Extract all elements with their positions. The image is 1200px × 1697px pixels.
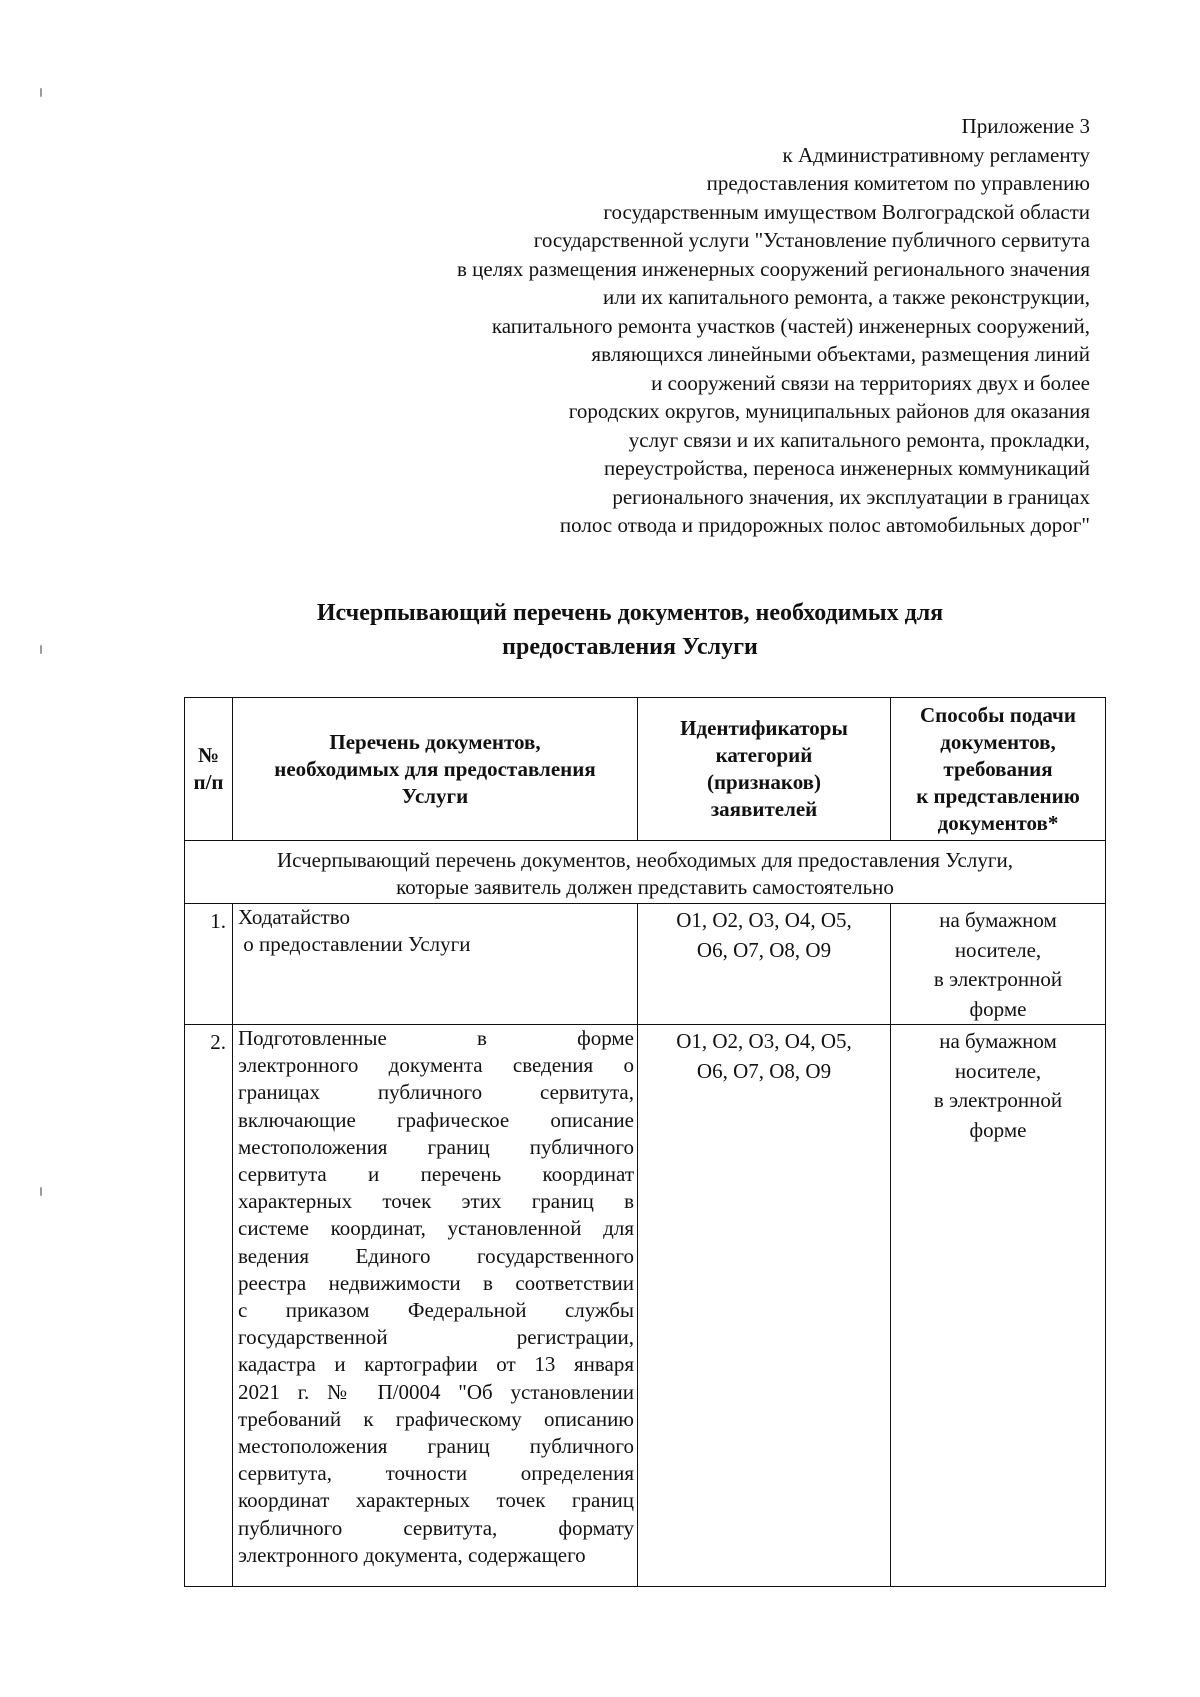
section-row bbox=[185, 841, 1106, 904]
table-row bbox=[185, 904, 1106, 1025]
row-number: 1. bbox=[185, 904, 233, 1025]
appendix-line: предоставления комитетом по управлению bbox=[706, 171, 1090, 195]
table-header-row bbox=[185, 698, 1106, 841]
appendix-line: капитального ремонта участков (частей) инженерных сооружений, bbox=[491, 313, 1090, 338]
appendix-line: в целях размещения инженерных сооружений регионального значения bbox=[457, 256, 1090, 281]
title-line: предоставления Услуги bbox=[502, 634, 758, 660]
appendix-line: государственным имуществом Волгоградской области bbox=[603, 199, 1090, 224]
appendix-line: Приложение 3 bbox=[961, 114, 1090, 138]
header-methods: Способы подачи документов, требования к представлению документов* bbox=[891, 698, 1106, 841]
header-documents: Перечень документов, необходимых для предоставления Услуги bbox=[233, 698, 638, 841]
header-number: № п/п bbox=[185, 698, 233, 841]
section-heading: Исчерпывающий перечень документов, необходимых для предоставления Услуги, которые заявитель должен представить самостоятельно bbox=[185, 841, 1106, 904]
row-methods: на бумажном носителе, в электронной форме bbox=[891, 904, 1106, 1025]
row-number: 2. bbox=[185, 1025, 233, 1587]
appendix-line: регионального значения, их эксплуатации в границах bbox=[612, 484, 1090, 509]
appendix-line: услуг связи и их капитального ремонта, прокладки, bbox=[628, 427, 1090, 452]
appendix-line: или их капитального ремонта, а также реконструкции, bbox=[603, 285, 1090, 309]
document-title bbox=[180, 596, 1080, 664]
appendix-line: государственной услуги "Установление публичного сервитута bbox=[533, 228, 1090, 252]
table-row bbox=[185, 1025, 1106, 1587]
header-identifiers: Идентификаторы категорий (признаков) заявителей bbox=[638, 698, 891, 841]
scan-mark bbox=[40, 1187, 42, 1196]
row-identifiers: О1, О2, О3, О4, О5, О6, О7, О8, О9 bbox=[638, 1025, 891, 1587]
title-line: Исчерпывающий перечень документов, необходимых для bbox=[316, 600, 944, 626]
scan-mark bbox=[40, 88, 42, 97]
appendix-line: полос отвода и придорожных полос автомобильных дорог" bbox=[559, 513, 1090, 537]
appendix-line: переустройства, переноса инженерных коммуникаций bbox=[604, 456, 1090, 480]
row-document: Подготовленные в форме электронного документа сведения о границах публичного сервитута, включающие графическое описание местоположения границ публичного сервитута и перечень координат характерных точек этих границ в системе координат, установленной для ведения Единого государственного реестра недвижимости в соответствии с приказом Федеральной службы государственной регистрации, кадастра и картографии от 13 января 2021 г. № П/0004 "Об установлении требований к графическому описанию местоположения границ публичного сервитута, точности определения координат характерных точек границ публичного сервитута, формату электронного документа, содержащего bbox=[233, 1025, 638, 1587]
row-document: Ходатайство о предоставлении Услуги bbox=[233, 904, 638, 1025]
row-identifiers: О1, О2, О3, О4, О5, О6, О7, О8, О9 bbox=[638, 904, 891, 1025]
documents-table bbox=[184, 697, 1106, 1587]
appendix-line: к Административному регламенту bbox=[782, 142, 1090, 167]
appendix-line: являющихся линейными объектами, размещения линий bbox=[591, 342, 1090, 366]
appendix-line: и сооружений связи на территориях двух и более bbox=[651, 370, 1090, 395]
appendix-heading bbox=[330, 112, 1090, 540]
row-methods: на бумажном носителе, в электронной форме bbox=[891, 1025, 1106, 1587]
appendix-line: городских округов, муниципальных районов для оказания bbox=[568, 399, 1090, 423]
scan-mark bbox=[40, 645, 42, 654]
